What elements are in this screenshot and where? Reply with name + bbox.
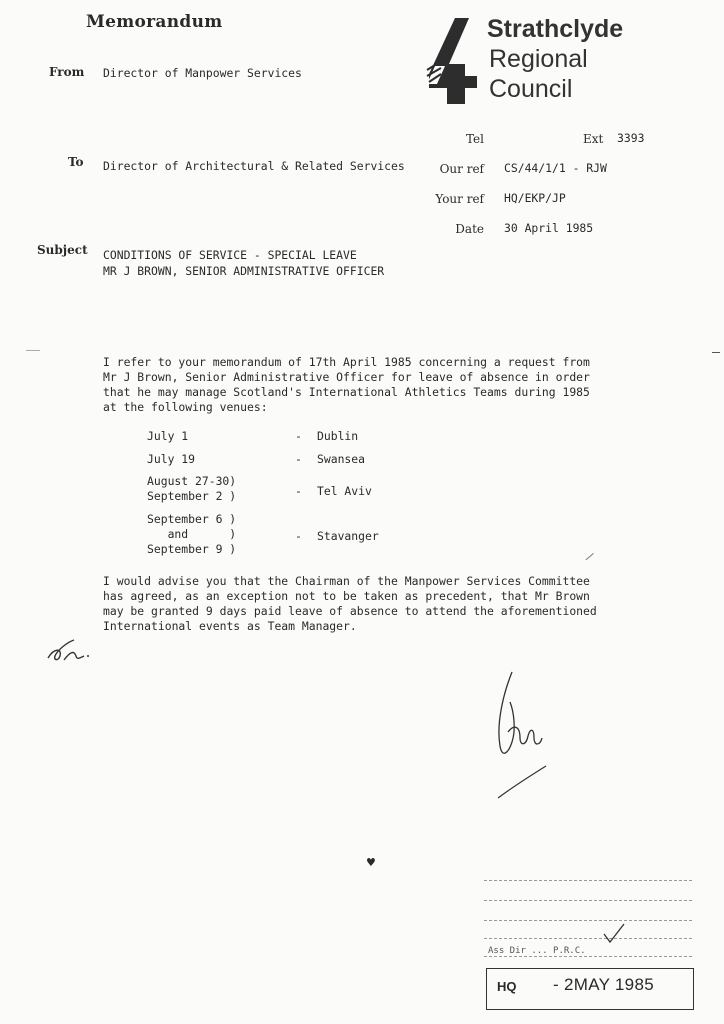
tel-label: Tel: [465, 132, 484, 146]
venue-place: Swansea: [317, 452, 366, 466]
paragraph-line: International events as Team Manager.: [103, 619, 357, 633]
your-ref-label: Your ref: [435, 192, 484, 206]
venue-place: Dublin: [317, 429, 359, 443]
council-name-line-2: Regional: [489, 45, 588, 73]
venue-dash: -: [295, 452, 302, 466]
margin-handwritten-mark: [44, 636, 94, 671]
to-value: Director of Architectural & Related Services: [103, 159, 405, 173]
your-ref-value: HQ/EKP/JP: [504, 191, 566, 205]
memo-title: Memorandum: [86, 12, 223, 32]
paragraph-line: at the following venues:: [103, 400, 268, 414]
venue-dash: -: [295, 429, 302, 443]
date-label: Date: [455, 222, 484, 236]
to-label: To: [68, 155, 84, 169]
venue-date: and ): [147, 527, 237, 541]
from-value: Director of Manpower Services: [103, 66, 302, 80]
checkmark-icon: [602, 922, 626, 944]
date-value: 30 April 1985: [504, 221, 594, 235]
edge-mark: [712, 352, 720, 354]
ext-label: Ext: [583, 132, 604, 146]
tick-mark: [586, 553, 595, 561]
venue-place: Tel Aviv: [317, 484, 372, 498]
venue-date: September 9 ): [147, 542, 237, 556]
punch-mark: [26, 350, 40, 352]
venue-place: Stavanger: [317, 529, 379, 543]
council-name-line-1: Strathclyde: [487, 15, 624, 43]
subject-label: Subject: [37, 243, 88, 257]
venue-date: September 6 ): [147, 512, 237, 526]
stamp-row-text: Ass Dir ... P.R.C.: [488, 946, 586, 956]
venue-date: July 19: [147, 452, 196, 466]
paragraph-line: I refer to your memorandum of 17th April 1985 concerning a request from: [103, 355, 590, 369]
body-paragraph-1: [103, 355, 590, 415]
stamp-date-box: [486, 968, 694, 1010]
received-stamp: [484, 870, 694, 1010]
heart-mark-icon: ♥: [366, 856, 376, 869]
council-logo: [425, 16, 487, 111]
from-label: From: [49, 65, 85, 79]
paragraph-line: has agreed, as an exception not to be taken as precedent, that Mr Brown: [103, 589, 590, 603]
ext-value: 3393: [617, 131, 645, 145]
stamp-office: HQ: [497, 979, 517, 994]
our-ref-label: Our ref: [439, 162, 484, 176]
venue-dash: -: [295, 484, 302, 498]
paragraph-line: I would advise you that the Chairman of the Manpower Services Committee: [103, 574, 590, 588]
paragraph-line: Mr J Brown, Senior Administrative Officer for leave of absence in order: [103, 370, 590, 384]
subject-line-2: MR J BROWN, SENIOR ADMINISTRATIVE OFFICER: [103, 264, 385, 278]
venue-dash: -: [295, 529, 302, 543]
venue-date: August 27-30): [147, 474, 237, 488]
council-name-line-3: Council: [489, 75, 573, 103]
venue-date: July 1: [147, 429, 189, 443]
stamp-received-date: - 2MAY 1985: [553, 975, 654, 994]
signature: [490, 662, 560, 807]
paragraph-line: that he may manage Scotland's International Athletics Teams during 1985: [103, 385, 590, 399]
paragraph-line: may be granted 9 days paid leave of absence to attend the aforementioned: [103, 604, 597, 618]
venue-date: September 2 ): [147, 489, 237, 503]
subject-line-1: CONDITIONS OF SERVICE - SPECIAL LEAVE: [103, 248, 357, 262]
our-ref-value: CS/44/1/1 - RJW: [504, 161, 607, 175]
body-paragraph-2: [103, 574, 597, 634]
